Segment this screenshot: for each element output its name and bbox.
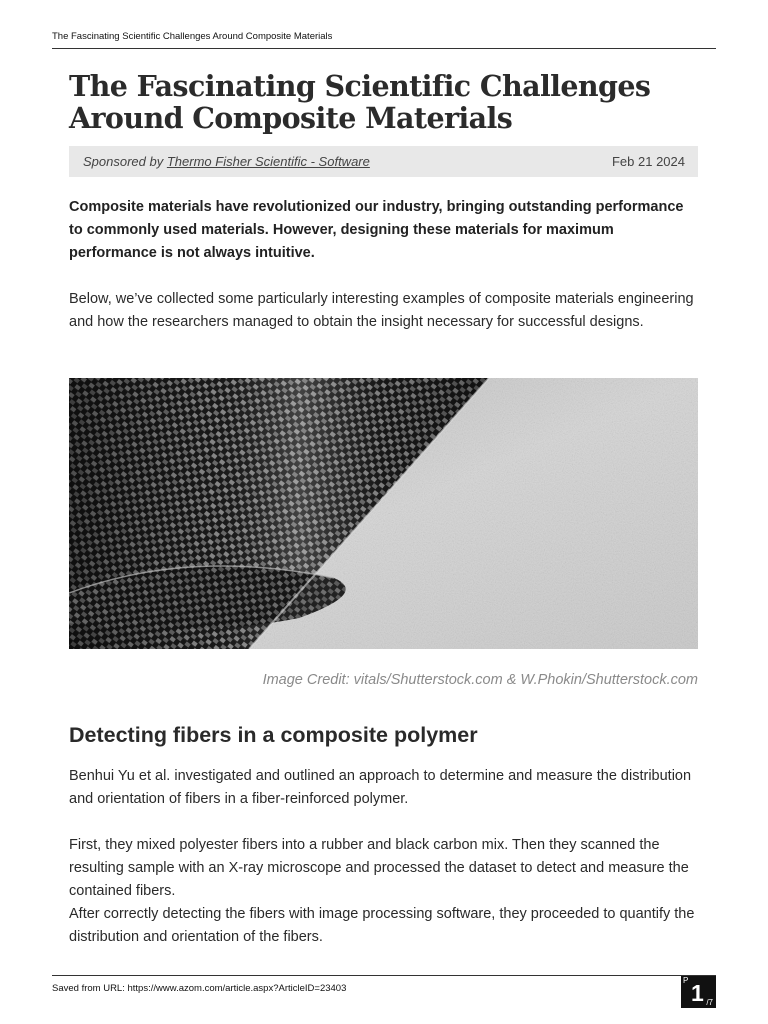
- hero-image: [69, 378, 698, 649]
- body-paragraph-1: Benhui Yu et al. investigated and outlined an approach to determine and measure the distribution and orientation of fibers in a fiber-reinforced polymer.: [69, 768, 692, 807]
- title-line-1: The Fascinating Scientific Challenges: [69, 69, 651, 103]
- image-credit: Image Credit: vitals/Shutterstock.com & W.Phokin/Shutterstock.com: [262, 672, 698, 688]
- page-indicator: [681, 976, 716, 1008]
- page-total: /7: [706, 998, 713, 1007]
- sponsor-credit: [83, 154, 370, 169]
- title-line-2: Around Composite Materials: [69, 101, 513, 135]
- footer-divider: [52, 975, 716, 976]
- lead-paragraph: Composite materials have revolutionized our industry, bringing outstanding performance to commonly used materials. However, designing these materials for maximum performance is not always intuitive.: [69, 199, 684, 261]
- running-header: The Fascinating Scientific Challenges Around Composite Materials: [52, 31, 333, 42]
- section-heading: Detecting fibers in a composite polymer: [69, 723, 478, 747]
- page-number: 1: [691, 980, 704, 1006]
- body-paragraph-3: After correctly detecting the fibers with image processing software, they proceeded to quantify the distribution and orientation of the fibers.: [69, 906, 695, 945]
- sponsor-bar: [69, 146, 698, 177]
- article-title: [69, 70, 709, 134]
- saved-from-url: Saved from URL: https://www.azom.com/article.aspx?ArticleID=23403: [52, 983, 347, 994]
- publish-date: Feb 21 2024: [611, 154, 685, 169]
- page-prefix: P: [683, 976, 689, 985]
- carbon-fiber-concrete-image: [69, 378, 698, 649]
- sponsor-link[interactable]: Thermo Fisher Scientific - Software: [166, 154, 370, 169]
- sponsored-by-label: Sponsored by: [83, 154, 164, 169]
- body-paragraph-2: First, they mixed polyester fibers into a rubber and black carbon mix. Then they scanned the resulting sample with an X-ray microscope and processed the dataset to detect and measure the contained fibers.: [69, 837, 689, 899]
- intro-paragraph: Below, we’ve collected some particularly interesting examples of composite materials engineering and how the researchers managed to obtain the insight necessary for successful designs.: [69, 291, 694, 330]
- header-divider: [52, 48, 716, 49]
